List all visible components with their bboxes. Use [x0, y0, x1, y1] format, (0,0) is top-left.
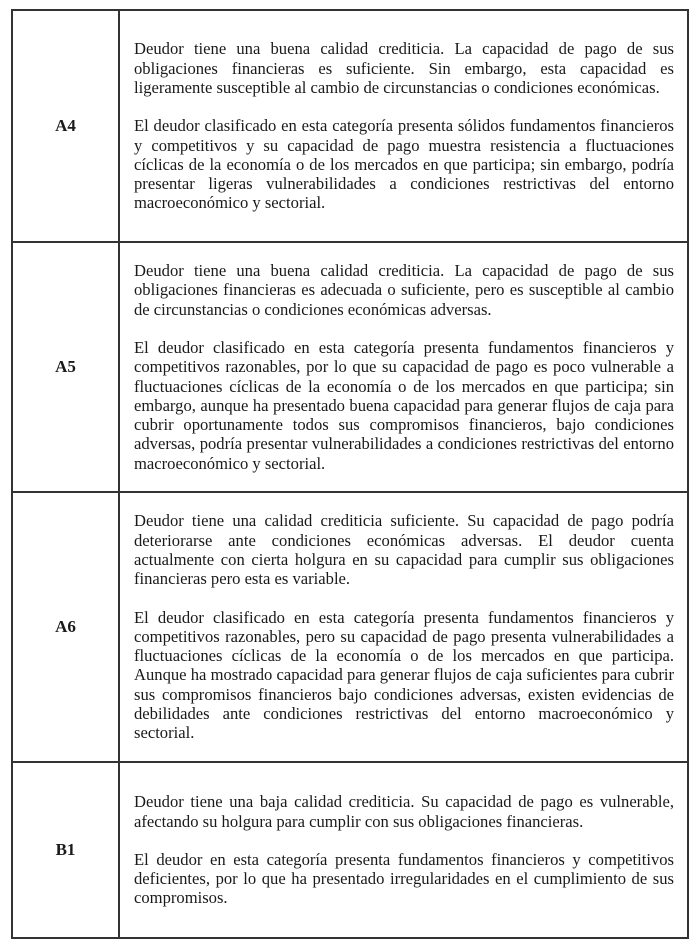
description-paragraph: El deudor clasificado en esta categoría presenta sólidos fundamentos financieros y competitivos y su capacidad de pago muestra resistencia a fluctuaciones cíclicas de la economía o de los mercados en que participa; sin embargo, podría presentar ligeras vulnerabilidades a condiciones restrictivas del entorno macroeconómico y sectorial. [134, 116, 674, 213]
table-row-a5 [12, 242, 688, 492]
description-cell [119, 242, 688, 492]
description-paragraph: Deudor tiene una buena calidad crediticia. La capacidad de pago de sus obligaciones financieras es adecuada o suficiente, pero es susceptible al cambio de circunstancias o condiciones económicas adversas. [134, 261, 674, 319]
category-cell: A4 [12, 10, 119, 242]
category-cell: A5 [12, 242, 119, 492]
credit-rating-table [11, 9, 689, 939]
description-paragraph: Deudor tiene una calidad crediticia suficiente. Su capacidad de pago podría deteriorarse ante condiciones económicas adversas. El deudor cuenta actualmente con cierta holgura en su capacidad para cumplir sus obligaciones financieras pero esta es variable. [134, 511, 674, 589]
description-cell [119, 10, 688, 242]
table-row-a6 [12, 492, 688, 762]
description-paragraph: El deudor clasificado en esta categoría presenta fundamentos financieros y competitivos razonables, por lo que su capacidad de pago es poco vulnerable a fluctuaciones cíclicas de la economía o de los mercados en que participa; sin embargo, aunque ha presentado buena capacidad para generar flujos de caja para cubrir oportunamente todos sus compromisos financieros, bajo condiciones adversas, podría presentar vulnerabilidades a condiciones restrictivas del entorno macroeconómico y sectorial. [134, 337, 674, 473]
description-cell [119, 492, 688, 762]
description-paragraph: Deudor tiene una baja calidad crediticia. Su capacidad de pago es vulnerable, afectando su holgura para cumplir con sus obligaciones financieras. [134, 792, 674, 831]
description-cell [119, 762, 688, 938]
table-row-b1 [12, 762, 688, 938]
table-row-a4 [12, 10, 688, 242]
category-cell: B1 [12, 762, 119, 938]
description-paragraph: Deudor tiene una buena calidad crediticia. La capacidad de pago de sus obligaciones financieras es suficiente. Sin embargo, esta capacidad es ligeramente susceptible al cambio de circunstancias o condiciones económicas. [134, 39, 674, 97]
description-paragraph: El deudor en esta categoría presenta fundamentos financieros y competitivos deficientes, por lo que ha presentado irregularidades en el cumplimiento de sus compromisos. [134, 849, 674, 908]
category-cell: A6 [12, 492, 119, 762]
description-paragraph: El deudor clasificado en esta categoría presenta fundamentos financieros y competitivos razonables, pero su capacidad de pago presenta vulnerabilidades a fluctuaciones cíclicas de la economía o de los mercados en que participa. Aunque ha mostrado capacidad para generar flujos de caja suficientes para cubrir sus compromisos financieros bajo condiciones adversas, existen evidencias de debilidades ante condiciones restrictivas del entorno macroeconómico y sectorial. [134, 607, 674, 743]
